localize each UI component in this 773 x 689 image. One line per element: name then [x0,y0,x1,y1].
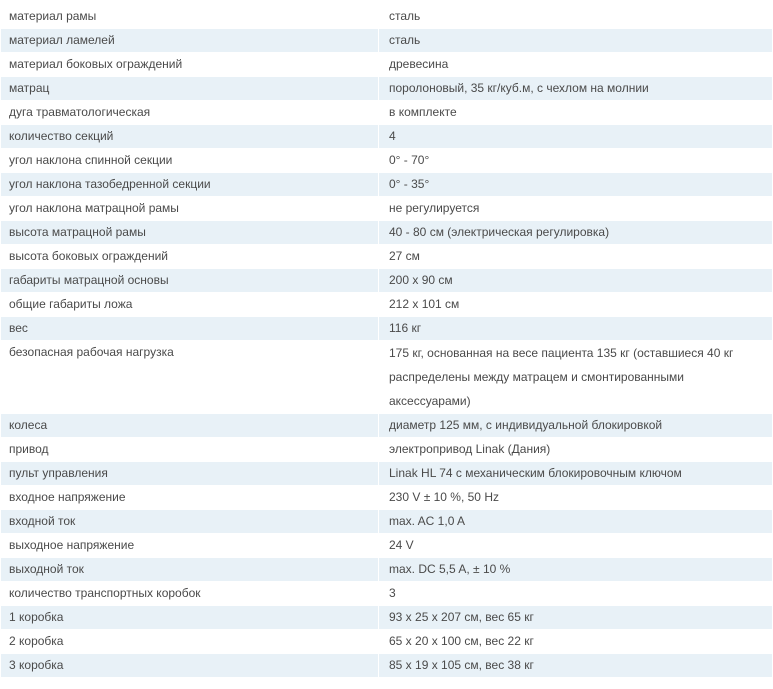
spec-label: 3 коробка [1,654,378,677]
spec-value: max. AC 1,0 A [378,510,772,533]
spec-label: привод [1,438,378,461]
spec-value: 65 х 20 х 100 см, вес 22 кг [378,630,772,653]
spec-value: 0° - 70° [378,149,772,172]
spec-row [1,510,772,533]
spec-row [1,173,772,196]
spec-row [1,77,772,100]
spec-value: 3 [378,582,772,605]
spec-label: входной ток [1,510,378,533]
spec-row [1,606,772,629]
spec-value: 230 V ± 10 %, 50 Hz [378,486,772,509]
spec-label: угол наклона тазобедренной секции [1,173,378,196]
spec-value: 27 см [378,245,772,268]
spec-value: сталь [378,29,772,52]
spec-row [1,293,772,316]
spec-row [1,245,772,268]
spec-label: материал рамы [1,5,378,28]
spec-row [1,125,772,148]
spec-value: не регулируется [378,197,772,220]
spec-label: материал ламелей [1,29,378,52]
spec-row [1,317,772,340]
spec-value: электропривод Linak (Дания) [378,438,772,461]
spec-row [1,534,772,557]
spec-row [1,654,772,677]
spec-label: материал боковых ограждений [1,53,378,76]
spec-label: количество транспортных коробок [1,582,378,605]
spec-row [1,5,772,28]
spec-label: матрац [1,77,378,100]
spec-row [1,630,772,653]
spec-value: поролоновый, 35 кг/куб.м, с чехлом на молнии [378,77,772,100]
spec-row [1,197,772,220]
spec-row [1,29,772,52]
spec-label: выходной ток [1,558,378,581]
spec-row [1,269,772,292]
specifications-table [1,4,772,678]
specifications-body [1,5,772,677]
spec-row [1,462,772,485]
spec-value: 24 V [378,534,772,557]
spec-row [1,53,772,76]
spec-row [1,558,772,581]
spec-value: древесина [378,53,772,76]
spec-value: 0° - 35° [378,173,772,196]
spec-label: высота боковых ограждений [1,245,378,268]
spec-value: сталь [378,5,772,28]
spec-label: 2 коробка [1,630,378,653]
spec-label: габариты матрацной основы [1,269,378,292]
spec-value: 93 х 25 х 207 см, вес 65 кг [378,606,772,629]
spec-row [1,221,772,244]
spec-label: пульт управления [1,462,378,485]
spec-row [1,486,772,509]
spec-label: 1 коробка [1,606,378,629]
spec-value: max. DC 5,5 A, ± 10 % [378,558,772,581]
spec-row [1,582,772,605]
spec-value-line: распределены между матрацем и смонтированными [389,370,685,384]
spec-value: 212 х 101 см [378,293,772,316]
spec-label: входное напряжение [1,486,378,509]
spec-value: 116 кг [378,317,772,340]
spec-label: количество секций [1,125,378,148]
spec-row [1,149,772,172]
spec-value [378,341,772,413]
spec-label: колеса [1,414,378,437]
spec-label: безопасная рабочая нагрузка [1,341,378,413]
spec-value: Linak HL 74 с механическим блокировочным ключом [378,462,772,485]
spec-row [1,438,772,461]
spec-label: выходное напряжение [1,534,378,557]
spec-label: высота матрацной рамы [1,221,378,244]
spec-value: 40 - 80 см (электрическая регулировка) [378,221,772,244]
spec-label: угол наклона матрацной рамы [1,197,378,220]
spec-value: 4 [378,125,772,148]
spec-label: вес [1,317,378,340]
spec-row [1,341,772,413]
spec-row [1,414,772,437]
spec-value: 200 х 90 см [378,269,772,292]
spec-value-line: аксессуарами) [389,394,471,408]
spec-value: 85 х 19 х 105 см, вес 38 кг [378,654,772,677]
spec-value: в комплекте [378,101,772,124]
spec-value-line: 175 кг, основанная на весе пациента 135 кг (оставшиеся 40 кг [389,346,734,360]
spec-value: диаметр 125 мм, с индивидуальной блокировкой [378,414,772,437]
spec-label: общие габариты ложа [1,293,378,316]
spec-row [1,101,772,124]
spec-label: дуга травматологическая [1,101,378,124]
spec-label: угол наклона спинной секции [1,149,378,172]
